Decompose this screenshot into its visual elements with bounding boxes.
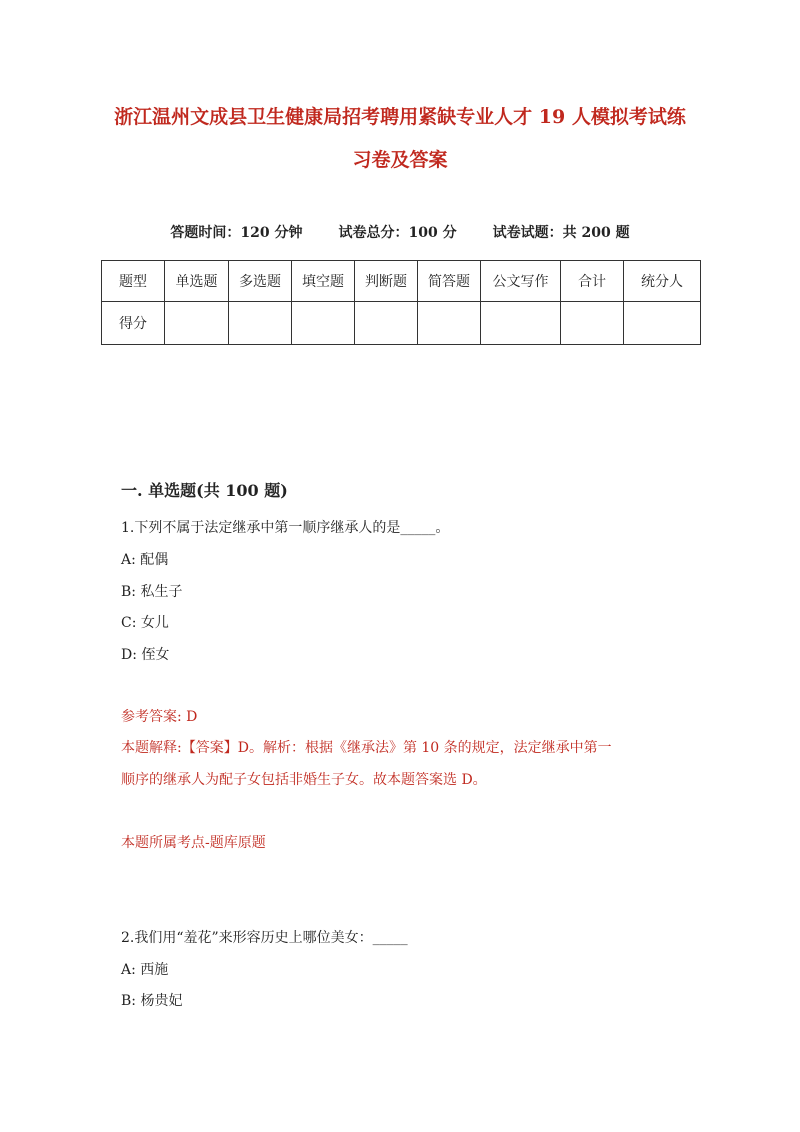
question-option: A: 配偶 [121, 552, 169, 568]
score-cell [481, 302, 561, 345]
score-cell [165, 302, 229, 345]
score-table [101, 260, 701, 345]
score-cell [561, 302, 624, 345]
section-title: 一. 单选题(共 100 题) [121, 481, 288, 500]
score-table-header-cell: 统分人 [624, 261, 701, 302]
question-stem: 2.我们用“羞花”来形容历史上哪位美女：_____ [121, 930, 408, 946]
explanation-text: 顺序的继承人为配子女包括非婚生子女。故本题答案选 D。 [121, 772, 487, 788]
question-option: D: 侄女 [121, 647, 170, 663]
score-table-header-cell: 合计 [561, 261, 624, 302]
exam-question-count: 试卷试题：共 200 题 [492, 225, 630, 241]
score-table-row [102, 302, 701, 345]
score-table-header-cell: 公文写作 [481, 261, 561, 302]
exam-time: 答题时间：120 分钟 [170, 225, 303, 241]
score-table-header-cell: 单选题 [165, 261, 229, 302]
question-option: A: 西施 [121, 962, 169, 978]
score-table-header-cell: 多选题 [229, 261, 292, 302]
score-table-header-cell: 简答题 [418, 261, 481, 302]
exam-title-line-2: 习卷及答案 [352, 149, 448, 171]
score-table-header-cell: 题型 [102, 261, 165, 302]
score-cell [624, 302, 701, 345]
score-table-header-cell: 填空题 [292, 261, 355, 302]
score-cell [229, 302, 292, 345]
score-row-label: 得分 [102, 302, 165, 345]
score-table-header-cell: 判断题 [355, 261, 418, 302]
exam-total-score: 试卷总分：100 分 [338, 225, 457, 241]
question-option: C: 女儿 [121, 615, 169, 631]
score-cell [355, 302, 418, 345]
answer-text: 参考答案: D [121, 709, 198, 725]
explanation-text: 本题解释:【答案】D。解析：根据《继承法》第 10 条的规定，法定继承中第一 [121, 740, 612, 756]
score-table-header-row [102, 261, 701, 302]
question-option: B: 杨贵妃 [121, 993, 183, 1009]
question-stem: 1.下列不属于法定继承中第一顺序继承人的是_____。 [121, 520, 450, 536]
source-text: 本题所属考点-题库原题 [121, 835, 266, 851]
score-cell [292, 302, 355, 345]
score-cell [418, 302, 481, 345]
exam-title-line-1: 浙江温州文成县卫生健康局招考聘用紧缺专业人才 19 人模拟考试练 [114, 106, 686, 128]
exam-meta [0, 223, 800, 243]
question-option: B: 私生子 [121, 584, 183, 600]
